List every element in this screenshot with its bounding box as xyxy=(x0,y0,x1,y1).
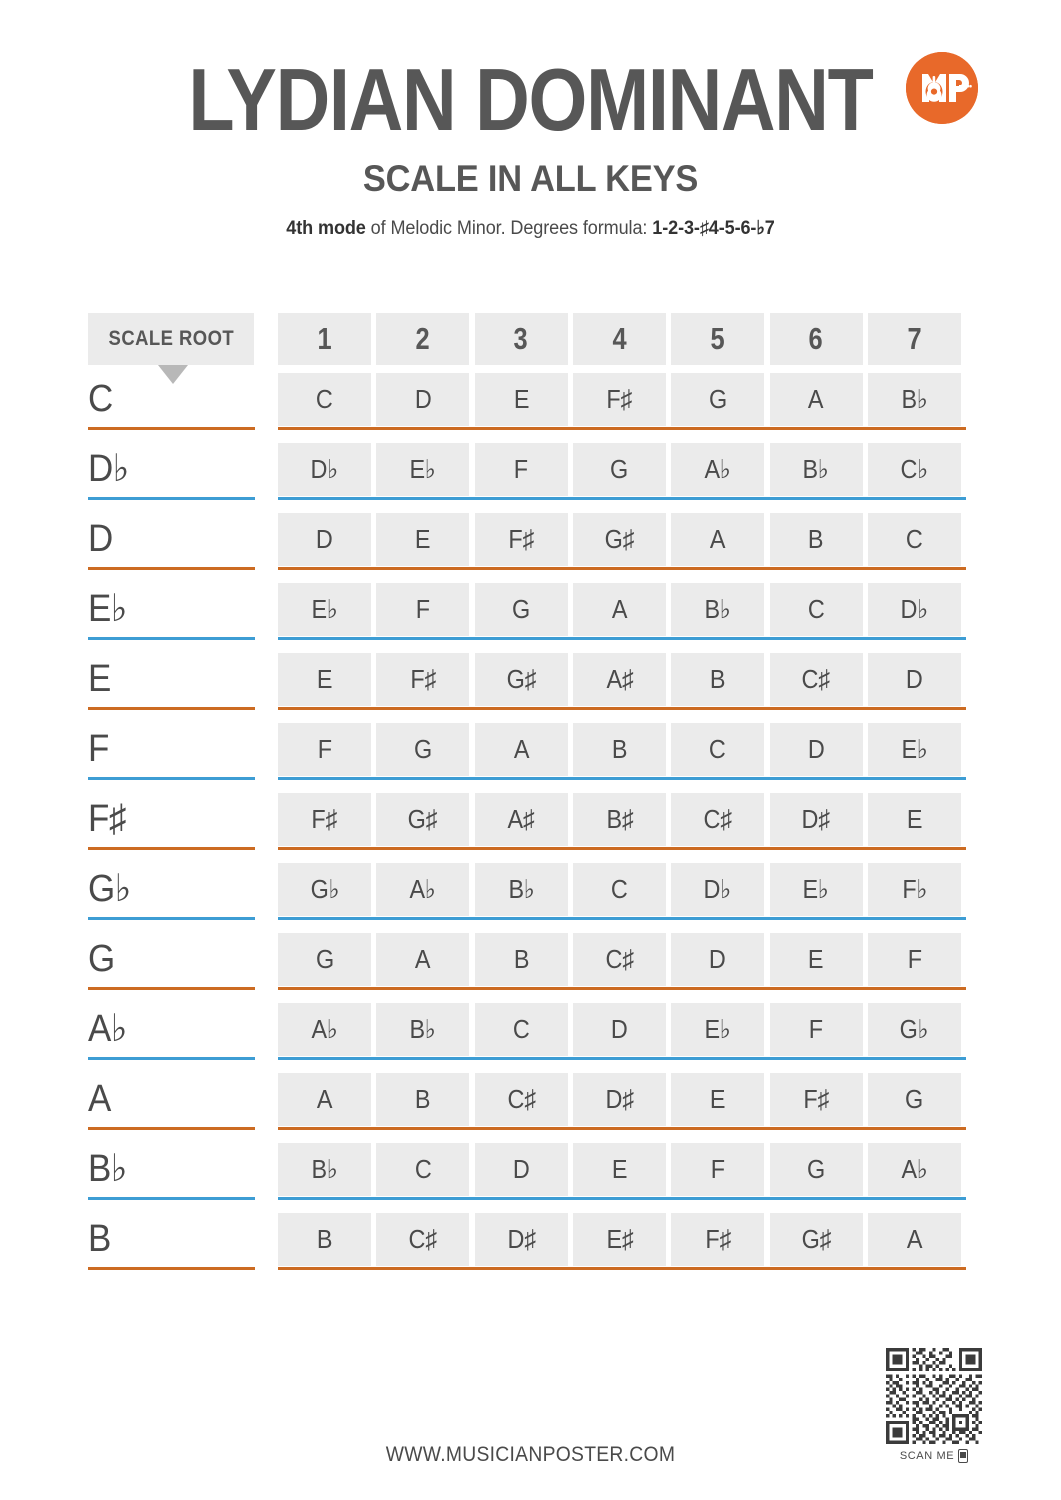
note-label: E♭ xyxy=(802,874,830,904)
scan-me-label xyxy=(886,1449,982,1463)
scale-root-cell[interactable] xyxy=(88,509,255,569)
scale-root-cell[interactable] xyxy=(88,1069,255,1129)
table-row xyxy=(88,649,966,719)
root-underline-blue xyxy=(88,1057,255,1060)
note-label: A♭ xyxy=(704,454,731,484)
note-cell[interactable] xyxy=(671,443,764,496)
note-label: C xyxy=(709,734,726,764)
page-title: LYDIAN DOMINANT xyxy=(188,50,873,149)
degree-header-label: 3 xyxy=(514,321,529,356)
root-underline-blue xyxy=(88,777,255,780)
note-cell[interactable] xyxy=(868,933,961,986)
note-label: G xyxy=(807,1154,825,1184)
note-cell[interactable] xyxy=(671,1003,764,1056)
note-cell[interactable] xyxy=(475,653,568,706)
note-cell[interactable] xyxy=(671,653,764,706)
note-label: B♭ xyxy=(704,594,731,624)
note-cell[interactable] xyxy=(770,373,863,426)
scale-root-label: B xyxy=(88,1218,111,1260)
note-cell[interactable] xyxy=(573,653,666,706)
note-label: C♯ xyxy=(507,1084,536,1114)
note-cell[interactable] xyxy=(278,1073,371,1126)
scale-root-cell[interactable] xyxy=(88,789,255,849)
scale-root-label: E♭ xyxy=(88,588,127,630)
degree-header-2 xyxy=(376,313,469,365)
degree-header-label: 2 xyxy=(415,321,430,356)
scale-root-cell[interactable] xyxy=(88,369,255,429)
note-cell[interactable] xyxy=(868,863,961,916)
note-label: C xyxy=(512,1014,530,1044)
note-label: F♯ xyxy=(311,804,338,834)
degree-header-label: 6 xyxy=(808,321,824,356)
root-underline-blue xyxy=(88,917,255,920)
note-label: E♭ xyxy=(409,454,436,484)
note-label: B♭ xyxy=(802,454,830,484)
root-underline-orange xyxy=(88,707,255,710)
note-label: C xyxy=(905,524,923,554)
note-cell[interactable] xyxy=(278,1143,371,1196)
notes-underline-orange xyxy=(278,1127,966,1130)
note-cell[interactable] xyxy=(376,1003,469,1056)
scale-root-label: E xyxy=(88,658,111,700)
note-cell[interactable] xyxy=(278,443,371,496)
note-cell[interactable] xyxy=(376,933,469,986)
note-cell[interactable] xyxy=(573,793,666,846)
note-label: F xyxy=(415,594,430,624)
scale-root-label: G xyxy=(88,938,115,980)
notes-underline-blue xyxy=(278,777,966,780)
note-label: D xyxy=(611,1014,628,1044)
note-label: A xyxy=(906,1224,922,1254)
note-label: C♯ xyxy=(408,1224,437,1254)
note-label: F xyxy=(808,1014,824,1044)
note-cell[interactable] xyxy=(475,723,568,776)
note-cell[interactable] xyxy=(376,1143,469,1196)
table-row xyxy=(88,369,966,439)
notes-underline-blue xyxy=(278,917,966,920)
notes-underline-orange xyxy=(278,987,966,990)
note-cell[interactable] xyxy=(278,723,371,776)
root-underline-orange xyxy=(88,1267,255,1270)
note-label: B xyxy=(611,734,628,764)
note-label: F♯ xyxy=(508,524,534,554)
note-cell[interactable] xyxy=(376,723,469,776)
note-cell[interactable] xyxy=(671,723,764,776)
note-label: G xyxy=(512,594,531,624)
scale-root-label: F♯ xyxy=(88,798,126,840)
note-label: B xyxy=(710,664,726,694)
note-label: A♯ xyxy=(507,804,535,834)
note-cell[interactable] xyxy=(475,793,568,846)
note-label: B♯ xyxy=(606,804,633,834)
note-label: F xyxy=(317,734,332,764)
note-label: D♭ xyxy=(900,594,928,624)
degree-header-6 xyxy=(770,313,863,365)
note-cell[interactable] xyxy=(376,793,469,846)
scale-root-header-label: SCALE ROOT xyxy=(108,327,234,350)
formula-mode: 4th mode xyxy=(286,218,366,240)
notes-underline-blue xyxy=(278,497,966,500)
note-cell[interactable] xyxy=(475,373,568,426)
note-cell[interactable] xyxy=(868,1003,961,1056)
scale-root-label: F xyxy=(88,728,109,770)
table-row xyxy=(88,439,966,509)
degree-header-label: 1 xyxy=(317,321,332,356)
scale-root-cell[interactable] xyxy=(88,859,255,919)
note-label: A xyxy=(316,1084,333,1114)
note-label: E♯ xyxy=(606,1224,633,1254)
note-cell[interactable] xyxy=(671,373,764,426)
note-cell[interactable] xyxy=(376,863,469,916)
scale-root-cell[interactable] xyxy=(88,929,255,989)
note-cell[interactable] xyxy=(770,933,863,986)
note-label: F xyxy=(907,944,922,974)
note-label: C♯ xyxy=(605,944,634,974)
note-label: B♭ xyxy=(901,384,928,414)
scale-root-cell[interactable] xyxy=(88,649,255,709)
note-cell[interactable] xyxy=(278,1003,371,1056)
notes-underline-blue xyxy=(278,1197,966,1200)
note-label: E xyxy=(906,804,922,834)
note-cell[interactable] xyxy=(573,933,666,986)
note-label: B xyxy=(513,944,529,974)
note-label: C xyxy=(414,1154,432,1184)
note-cell[interactable] xyxy=(376,583,469,636)
note-cell[interactable] xyxy=(770,443,863,496)
note-label: E♭ xyxy=(311,594,338,624)
note-cell[interactable] xyxy=(868,793,961,846)
note-label: D xyxy=(807,734,825,764)
note-cell[interactable] xyxy=(278,373,371,426)
scale-root-label: D♭ xyxy=(88,448,129,490)
degree-header-4 xyxy=(573,313,666,365)
note-cell[interactable] xyxy=(475,583,568,636)
note-label: G♭ xyxy=(310,874,339,904)
table-row xyxy=(88,1209,966,1279)
note-cell[interactable] xyxy=(573,1213,666,1266)
degree-header-label: 5 xyxy=(710,321,725,356)
note-cell[interactable] xyxy=(770,1143,863,1196)
note-cell[interactable] xyxy=(868,653,961,706)
note-label: F♯ xyxy=(803,1084,829,1114)
note-label: A xyxy=(710,524,726,554)
note-cell[interactable] xyxy=(573,1073,666,1126)
note-cell[interactable] xyxy=(868,583,961,636)
note-cell[interactable] xyxy=(278,513,371,566)
note-cell[interactable] xyxy=(278,1213,371,1266)
notes-underline-orange xyxy=(278,847,966,850)
note-cell[interactable] xyxy=(770,1003,863,1056)
table-header-row xyxy=(88,313,966,369)
note-label: G♯ xyxy=(506,664,536,694)
root-underline-orange xyxy=(88,427,255,430)
root-underline-orange xyxy=(88,987,255,990)
note-label: D xyxy=(316,524,333,554)
note-cell[interactable] xyxy=(770,1073,863,1126)
note-cell[interactable] xyxy=(278,653,371,706)
note-label: A xyxy=(611,594,628,624)
note-label: D♭ xyxy=(703,874,732,904)
note-cell[interactable] xyxy=(770,583,863,636)
note-label: D♯ xyxy=(605,1084,634,1114)
note-cell[interactable] xyxy=(475,933,568,986)
notes-underline-orange xyxy=(278,707,966,710)
note-label: D xyxy=(905,664,923,694)
note-label: E xyxy=(316,664,333,694)
note-cell[interactable] xyxy=(475,1003,568,1056)
note-label: C♭ xyxy=(900,454,928,484)
degree-header-5 xyxy=(671,313,764,365)
note-label: A xyxy=(513,734,529,764)
note-cell[interactable] xyxy=(573,443,666,496)
website-url[interactable]: WWW.MUSICIANPOSTER.COM xyxy=(385,1443,676,1466)
note-cell[interactable] xyxy=(671,933,764,986)
notes-underline-orange xyxy=(278,1267,966,1270)
note-cell[interactable] xyxy=(475,513,568,566)
note-label: D♯ xyxy=(801,804,831,834)
table-row xyxy=(88,999,966,1069)
note-cell[interactable] xyxy=(770,793,863,846)
note-cell[interactable] xyxy=(573,513,666,566)
note-label: F♭ xyxy=(901,874,927,904)
note-cell[interactable] xyxy=(376,1073,469,1126)
note-cell[interactable] xyxy=(770,1213,863,1266)
note-label: B xyxy=(316,1224,333,1254)
note-cell[interactable] xyxy=(573,373,666,426)
note-label: E xyxy=(513,384,529,414)
note-cell[interactable] xyxy=(475,1213,568,1266)
note-label: E♭ xyxy=(901,734,928,764)
scale-root-cell[interactable] xyxy=(88,439,255,499)
note-label: A♯ xyxy=(606,664,633,694)
degree-header-7 xyxy=(868,313,961,365)
note-label: C♯ xyxy=(703,804,732,834)
scale-root-label: A♭ xyxy=(88,1008,127,1050)
note-cell[interactable] xyxy=(278,933,371,986)
scale-root-cell[interactable] xyxy=(88,1209,255,1269)
note-cell[interactable] xyxy=(671,1213,764,1266)
table-row xyxy=(88,929,966,999)
formula-description: of Melodic Minor. Degrees formula: xyxy=(365,218,653,240)
notes-underline-orange xyxy=(278,427,966,430)
note-label: D♯ xyxy=(507,1224,536,1254)
note-label: A xyxy=(415,944,431,974)
note-label: D♭ xyxy=(310,454,339,484)
note-cell[interactable] xyxy=(376,513,469,566)
scan-me-text: SCAN ME xyxy=(899,1450,955,1462)
note-cell[interactable] xyxy=(278,583,371,636)
note-label: F♯ xyxy=(410,664,436,694)
note-label: B♭ xyxy=(508,874,535,904)
note-label: G xyxy=(413,734,432,764)
note-label: F♯ xyxy=(704,1224,731,1254)
note-label: D xyxy=(414,384,432,414)
note-cell[interactable] xyxy=(376,1213,469,1266)
note-label: C♯ xyxy=(801,664,831,694)
qr-code-icon[interactable] xyxy=(886,1348,982,1444)
note-label: B♭ xyxy=(311,1154,338,1184)
note-label: C xyxy=(316,384,333,414)
smartphone-icon xyxy=(958,1449,968,1463)
scale-table xyxy=(88,313,966,1279)
scale-root-label: D xyxy=(88,518,113,560)
note-label: E xyxy=(611,1154,628,1184)
note-cell[interactable] xyxy=(671,583,764,636)
note-cell[interactable] xyxy=(770,513,863,566)
note-label: B xyxy=(808,524,824,554)
note-cell[interactable] xyxy=(573,863,666,916)
scale-root-label: C xyxy=(88,378,113,420)
formula-degrees: 1-2-3-♯4-5-6-♭7 xyxy=(652,218,775,240)
note-cell[interactable] xyxy=(278,863,371,916)
note-cell[interactable] xyxy=(671,793,764,846)
note-cell[interactable] xyxy=(376,373,469,426)
table-row xyxy=(88,789,966,859)
note-label: E xyxy=(415,524,431,554)
root-underline-orange xyxy=(88,847,255,850)
scale-root-cell[interactable] xyxy=(88,579,255,639)
note-label: G♯ xyxy=(604,524,635,554)
note-cell[interactable] xyxy=(671,513,764,566)
note-cell[interactable] xyxy=(868,1213,961,1266)
note-label: F xyxy=(710,1154,725,1184)
note-label: E xyxy=(710,1084,726,1114)
note-label: C xyxy=(611,874,628,904)
scale-root-cell[interactable] xyxy=(88,1139,255,1199)
root-underline-blue xyxy=(88,637,255,640)
notes-underline-blue xyxy=(278,1057,966,1060)
table-row xyxy=(88,1139,966,1209)
note-cell[interactable] xyxy=(868,723,961,776)
root-underline-blue xyxy=(88,497,255,500)
note-cell[interactable] xyxy=(868,1143,961,1196)
root-underline-blue xyxy=(88,1197,255,1200)
qr-section xyxy=(886,1348,982,1463)
degrees-formula xyxy=(27,217,1035,240)
note-cell[interactable] xyxy=(868,513,961,566)
note-cell[interactable] xyxy=(573,1143,666,1196)
note-cell[interactable] xyxy=(770,863,863,916)
degree-header-label: 4 xyxy=(612,321,627,356)
note-label: G♯ xyxy=(801,1224,831,1254)
note-cell[interactable] xyxy=(475,863,568,916)
note-label: D xyxy=(512,1154,530,1184)
root-underline-orange xyxy=(88,1127,255,1130)
note-cell[interactable] xyxy=(376,443,469,496)
note-label: G xyxy=(315,944,334,974)
note-cell[interactable] xyxy=(475,1143,568,1196)
degree-header-3 xyxy=(475,313,568,365)
note-label: B xyxy=(415,1084,431,1114)
poster-header xyxy=(0,50,1061,240)
note-cell[interactable] xyxy=(770,723,863,776)
notes-underline-blue xyxy=(278,637,966,640)
note-label: B♭ xyxy=(409,1014,436,1044)
note-label: G♯ xyxy=(408,804,438,834)
note-cell[interactable] xyxy=(671,1073,764,1126)
root-underline-orange xyxy=(88,567,255,570)
note-cell[interactable] xyxy=(278,793,371,846)
table-row xyxy=(88,1069,966,1139)
note-cell[interactable] xyxy=(868,443,961,496)
note-cell[interactable] xyxy=(671,1143,764,1196)
note-label: E xyxy=(808,944,824,974)
note-cell[interactable] xyxy=(868,373,961,426)
note-label: G xyxy=(905,1084,924,1114)
scale-root-label: G♭ xyxy=(88,868,131,910)
note-cell[interactable] xyxy=(573,583,666,636)
note-cell[interactable] xyxy=(573,723,666,776)
note-label: D xyxy=(709,944,726,974)
table-row xyxy=(88,719,966,789)
note-label: A♭ xyxy=(409,874,436,904)
note-cell[interactable] xyxy=(671,863,764,916)
scale-root-label: B♭ xyxy=(88,1148,127,1190)
note-label: G xyxy=(708,384,727,414)
table-row xyxy=(88,859,966,929)
note-label: A♭ xyxy=(311,1014,338,1044)
note-label: C xyxy=(807,594,825,624)
note-cell[interactable] xyxy=(868,1073,961,1126)
note-cell[interactable] xyxy=(475,1073,568,1126)
scale-root-label: A xyxy=(88,1078,111,1120)
table-row xyxy=(88,579,966,649)
note-label: G♭ xyxy=(899,1014,929,1044)
degree-header-label: 7 xyxy=(907,321,922,356)
scale-root-header xyxy=(88,313,254,365)
note-label: E♭ xyxy=(704,1014,731,1044)
note-cell[interactable] xyxy=(376,653,469,706)
note-cell[interactable] xyxy=(573,1003,666,1056)
note-label: A♭ xyxy=(901,1154,928,1184)
note-label: F♯ xyxy=(606,384,633,414)
degree-header-1 xyxy=(278,313,371,365)
note-cell[interactable] xyxy=(475,443,568,496)
scale-root-cell[interactable] xyxy=(88,999,255,1059)
note-label: F xyxy=(514,454,529,484)
scale-root-cell[interactable] xyxy=(88,719,255,779)
note-label: G xyxy=(610,454,629,484)
table-row xyxy=(88,509,966,579)
note-cell[interactable] xyxy=(770,653,863,706)
page-subtitle: SCALE IN ALL KEYS xyxy=(362,158,699,200)
notes-underline-orange xyxy=(278,567,966,570)
note-label: A xyxy=(808,384,824,414)
